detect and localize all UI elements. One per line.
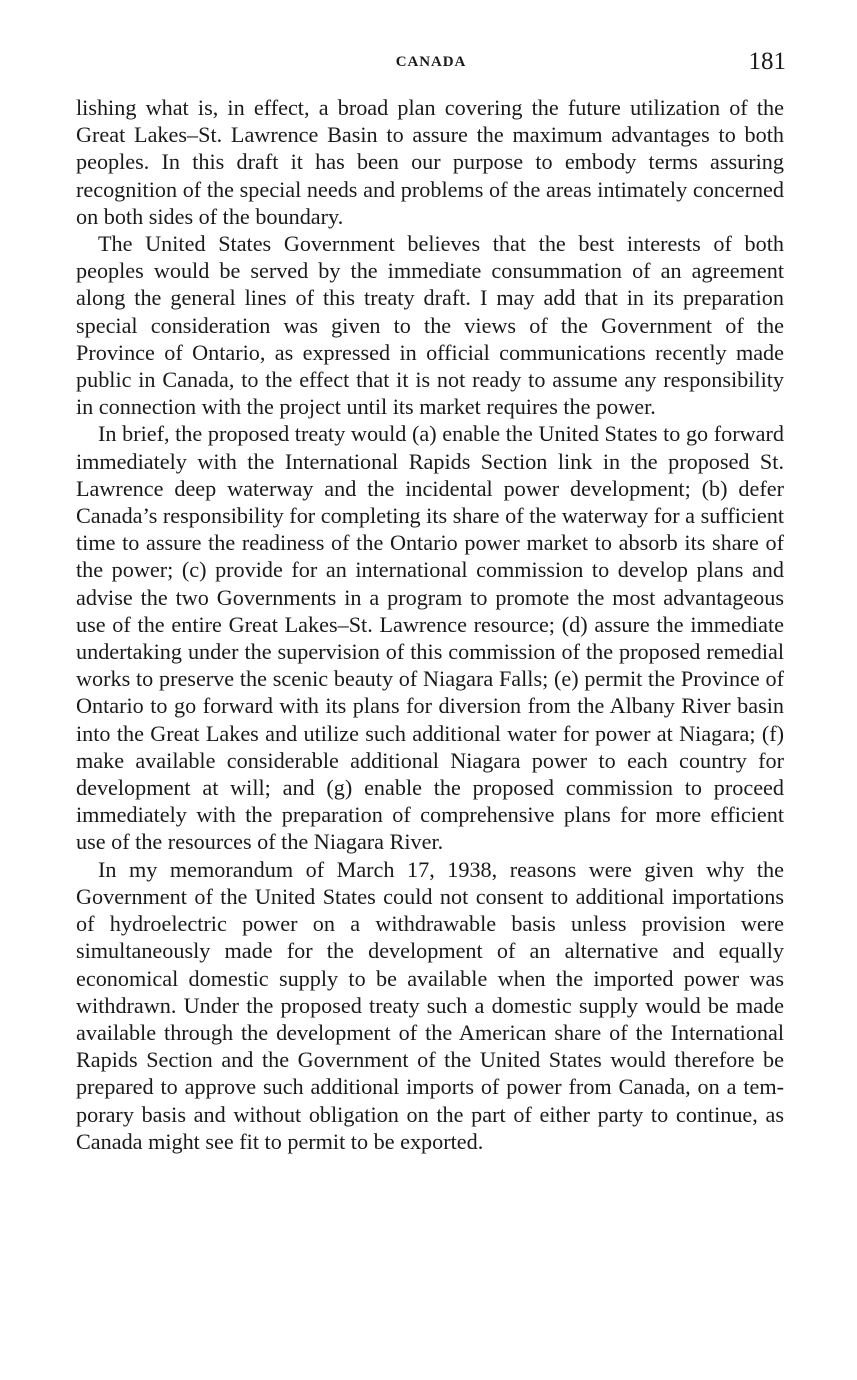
paragraph-continued: lishing what is, in effect, a broad plan covering the future utilization of the Great Lakes–St. Lawrence Basin to assure the maximum advantages to both peoples. In this draft it has been our purpose to embody terms assuring recognition of the special needs and problems of the areas intimately concerned on both sides of the boundary. <box>76 95 784 229</box>
paragraph-memorandum: In my memorandum of March 17, 1938, reasons were given why the Government of the United States could not consent to additional importations of hydroelectric power on a withdrawable basis unless provision were simultaneously made for the development of an alternative and equally economical domestic supply to be available when the imported power was withdrawn. Under the proposed treaty such a domestic supply would be made available through the development of the American share of the International Rapids Section and the Government of the United States would therefore be prepared to approve such additional imports of power from Canada, on a temporary basis and without obligation on the part of either party to continue, as Canada might see fit to permit to be exported. <box>76 856 784 1154</box>
page-number: 181 <box>748 48 786 75</box>
paragraph-us-government: The United States Government believes that the best interests of both peoples would be served by the immediate consummation of an agreement along the general lines of this treaty draft. I may add that in its preparation special consideration was given to the views of the Government of the Province of Ontario, as expressed in official communications recently made public in Canada, to the effect that it is not ready to assume any responsibility in connection with the project until its market requires the power. <box>76 231 784 420</box>
running-head: CANADA <box>395 54 467 70</box>
paragraph-treaty-summary: In brief, the proposed treaty would (a) enable the United States to go forward immediately with the International Rapids Section link in the proposed St. Lawrence deep waterway and the incidental power development; (b) defer Canada’s responsibility for completing its share of the waterway for a sufficient time to assure the readiness of the Ontario power market to absorb its share of the power; (c) provide for an international commission to develop plans and advise the two Governments in a program to promote the most advantageous use of the entire Great Lakes–St. Lawrence resource; (d) assure the immediate undertaking under the supervision of this commission of the proposed remedial works to preserve the scenic beauty of Niagara Falls; (e) permit the Province of Ontario to go forward with its plans for diversion from the Albany River basin into the Great Lakes and utilize such additional water for power at Niagara; (f) make available considerable additional Niagara power to each country for development at will; and (g) enable the proposed commission to proceed immediately with the preparation of comprehensive plans for more efficient use of the resources of the Niagara River. <box>76 421 784 855</box>
page-header <box>76 48 786 80</box>
body-text <box>76 94 784 1155</box>
